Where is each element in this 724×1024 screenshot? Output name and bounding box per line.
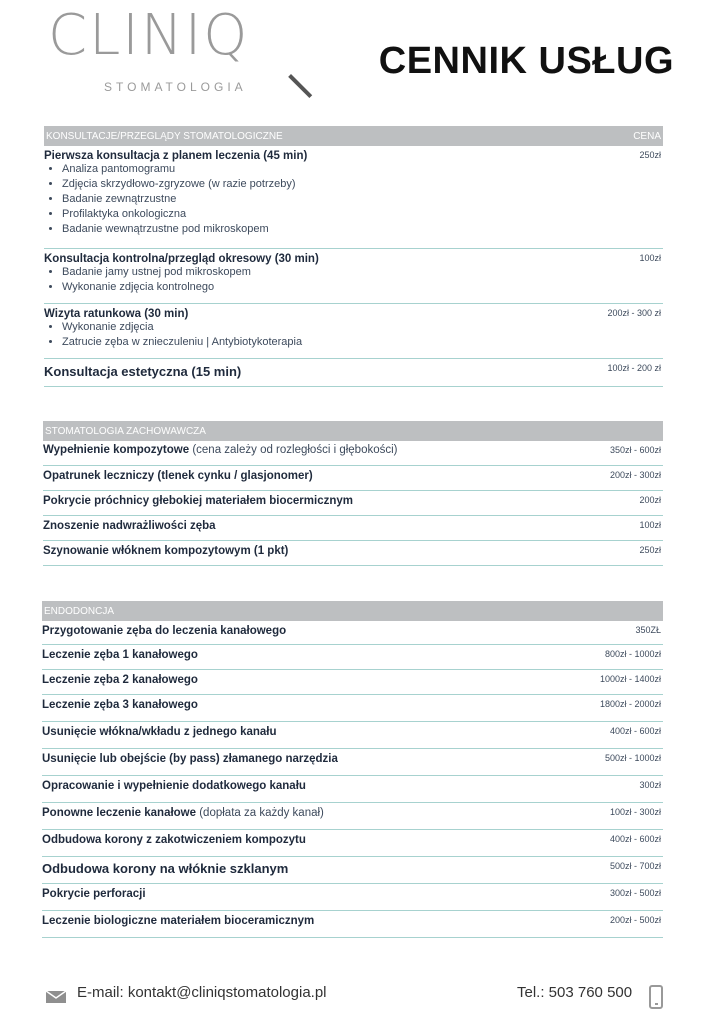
- service-title: Leczenie biologiczne materiałem bioceramicznym: [42, 915, 315, 927]
- service-title: Przygotowanie zęba do leczenia kanałowego: [42, 625, 287, 637]
- service-price: 250zł: [639, 545, 661, 555]
- service-title: Opracowanie i wypełnienie dodatkowego kanału: [42, 780, 306, 792]
- section-title: STOMATOLOGIA ZACHOWAWCZA: [45, 425, 206, 437]
- section-endodoncja: [42, 601, 663, 938]
- detail-item: • Profilaktyka onkologiczna: [62, 207, 663, 222]
- price-row: [42, 749, 663, 776]
- logo-subtitle: STOMATOLOGIA: [104, 80, 247, 94]
- price-row: [43, 441, 663, 466]
- price-row: [42, 857, 663, 884]
- section-title: KONSULTACJE/PRZEGLĄDY STOMATOLOGICZNE: [46, 130, 283, 142]
- service-title: Konsultacja estetyczna (15 min): [44, 364, 242, 379]
- price-column-header: CENA: [633, 130, 661, 142]
- price-row: [42, 803, 663, 830]
- detail-item: • Badanie zewnątrzustne: [62, 192, 663, 207]
- service-price: 350zł - 600zł: [609, 445, 661, 455]
- price-row: [42, 830, 663, 857]
- service-price: 800zł - 1000zł: [604, 649, 661, 659]
- service-title: Szynowanie włóknem kompozytowym (1 pkt): [43, 545, 289, 557]
- section-konsultacje: [44, 126, 663, 387]
- price-row: [42, 884, 663, 911]
- price-row: [42, 670, 663, 695]
- service-price: 100zł - 300zł: [609, 807, 661, 817]
- service-price: 200zł: [639, 495, 661, 505]
- section-header: [43, 421, 663, 441]
- service-details: [44, 265, 663, 295]
- detail-item: • Analiza pantomogramu: [62, 162, 663, 177]
- service-price: 400zł - 600zł: [609, 834, 661, 844]
- detail-item: • Badanie jamy ustnej pod mikroskopem: [62, 265, 663, 280]
- service-price: 1000zł - 1400zł: [599, 674, 661, 684]
- service-details: [44, 162, 663, 237]
- price-row: [42, 645, 663, 670]
- detail-item: • Wykonanie zdjęcia kontrolnego: [62, 280, 663, 295]
- service-price: 400zł - 600zł: [609, 726, 661, 736]
- page-title: CENNIK USŁUG: [378, 40, 674, 82]
- price-row: [42, 695, 663, 722]
- price-row: [43, 491, 663, 516]
- clinic-logo: [48, 3, 288, 98]
- service-title: Leczenie zęba 2 kanałowego: [42, 674, 198, 686]
- price-row: [42, 911, 663, 938]
- service-title: Pokrycie perforacji: [42, 888, 146, 900]
- service-note: (cena zależy od rozległości i głębokości): [189, 444, 398, 456]
- service-price: 500zł - 1000zł: [604, 753, 661, 763]
- service-price: 1800zł - 2000zł: [599, 699, 661, 709]
- service-details: [44, 320, 663, 350]
- service-price: 350ZŁ: [635, 625, 661, 635]
- price-row: [42, 621, 663, 645]
- service-title: Znoszenie nadwrażliwości zęba: [43, 520, 216, 532]
- section-zachowawcza: [43, 421, 663, 566]
- logo-text: CLINIQ: [48, 3, 250, 68]
- price-row: [43, 541, 663, 566]
- detail-item: • Zatrucie zęba w znieczuleniu | Antybiotykoterapia: [62, 335, 663, 350]
- service-title: Pierwsza konsultacja z planem leczenia (45 min): [44, 150, 308, 162]
- service-title: Usunięcie włókna/wkładu z jednego kanału: [42, 726, 277, 738]
- footer-phone[interactable]: Tel.: 503 760 500: [517, 984, 633, 1001]
- section-title: ENDODONCJA: [44, 605, 115, 617]
- price-row: [43, 466, 663, 491]
- price-row: [42, 776, 663, 803]
- service-price: 250zł: [639, 150, 661, 160]
- service-title: Usunięcie lub obejście (by pass) złamanego narzędzia: [42, 753, 338, 765]
- service-price: 200zł - 500zł: [609, 915, 661, 925]
- service-price: 100zł: [639, 253, 661, 263]
- section-header: [44, 126, 663, 146]
- service-title: Wizyta ratunkowa (30 min): [44, 308, 189, 320]
- price-row: [44, 304, 663, 359]
- detail-item: • Wykonanie zdjęcia: [62, 320, 663, 335]
- service-note: (dopłata za każdy kanał): [196, 807, 324, 819]
- service-price: 500zł - 700zł: [609, 861, 661, 871]
- price-row: [44, 359, 663, 387]
- footer-email[interactable]: E-mail: kontakt@cliniqstomatologia.pl: [77, 984, 327, 1001]
- service-price: 300zł: [639, 780, 661, 790]
- price-row: [44, 146, 663, 249]
- service-title: Odbudowa korony na włóknie szklanym: [42, 861, 289, 876]
- service-title: Odbudowa korony z zakotwiczeniem kompozytu: [42, 834, 306, 846]
- service-title: Opatrunek leczniczy (tlenek cynku / glasjonomer): [43, 470, 313, 482]
- price-row: [43, 516, 663, 541]
- service-price: 300zł - 500zł: [609, 888, 661, 898]
- service-title: Leczenie zęba 3 kanałowego: [42, 699, 198, 711]
- service-price: 100zł - 200 zł: [607, 363, 661, 373]
- service-price: 100zł: [639, 520, 661, 530]
- phone-icon: [649, 985, 663, 1009]
- service-title: Konsultacja kontrolna/przegląd okresowy (30 min): [44, 253, 319, 265]
- price-row: [42, 722, 663, 749]
- detail-item: • Zdjęcia skrzydłowo-zgryzowe (w razie potrzeby): [62, 177, 663, 192]
- section-header: [42, 601, 663, 621]
- service-title: Wypełnienie kompozytowe (cena zależy od rozległości i głębokości): [43, 444, 398, 456]
- service-title: Leczenie zęba 1 kanałowego: [42, 649, 198, 661]
- service-price: 200zł - 300zł: [609, 470, 661, 480]
- mail-icon: [46, 991, 66, 1003]
- detail-item: • Badanie wewnątrzustne pod mikroskopem: [62, 222, 663, 237]
- magnifier-handle-icon: [288, 74, 312, 98]
- service-title: Ponowne leczenie kanałowe (dopłata za każdy kanał): [42, 807, 324, 819]
- service-title: Pokrycie próchnicy głebokiej materiałem biocermicznym: [43, 495, 353, 507]
- price-row: [44, 249, 663, 304]
- service-price: 200zł - 300 zł: [607, 308, 661, 318]
